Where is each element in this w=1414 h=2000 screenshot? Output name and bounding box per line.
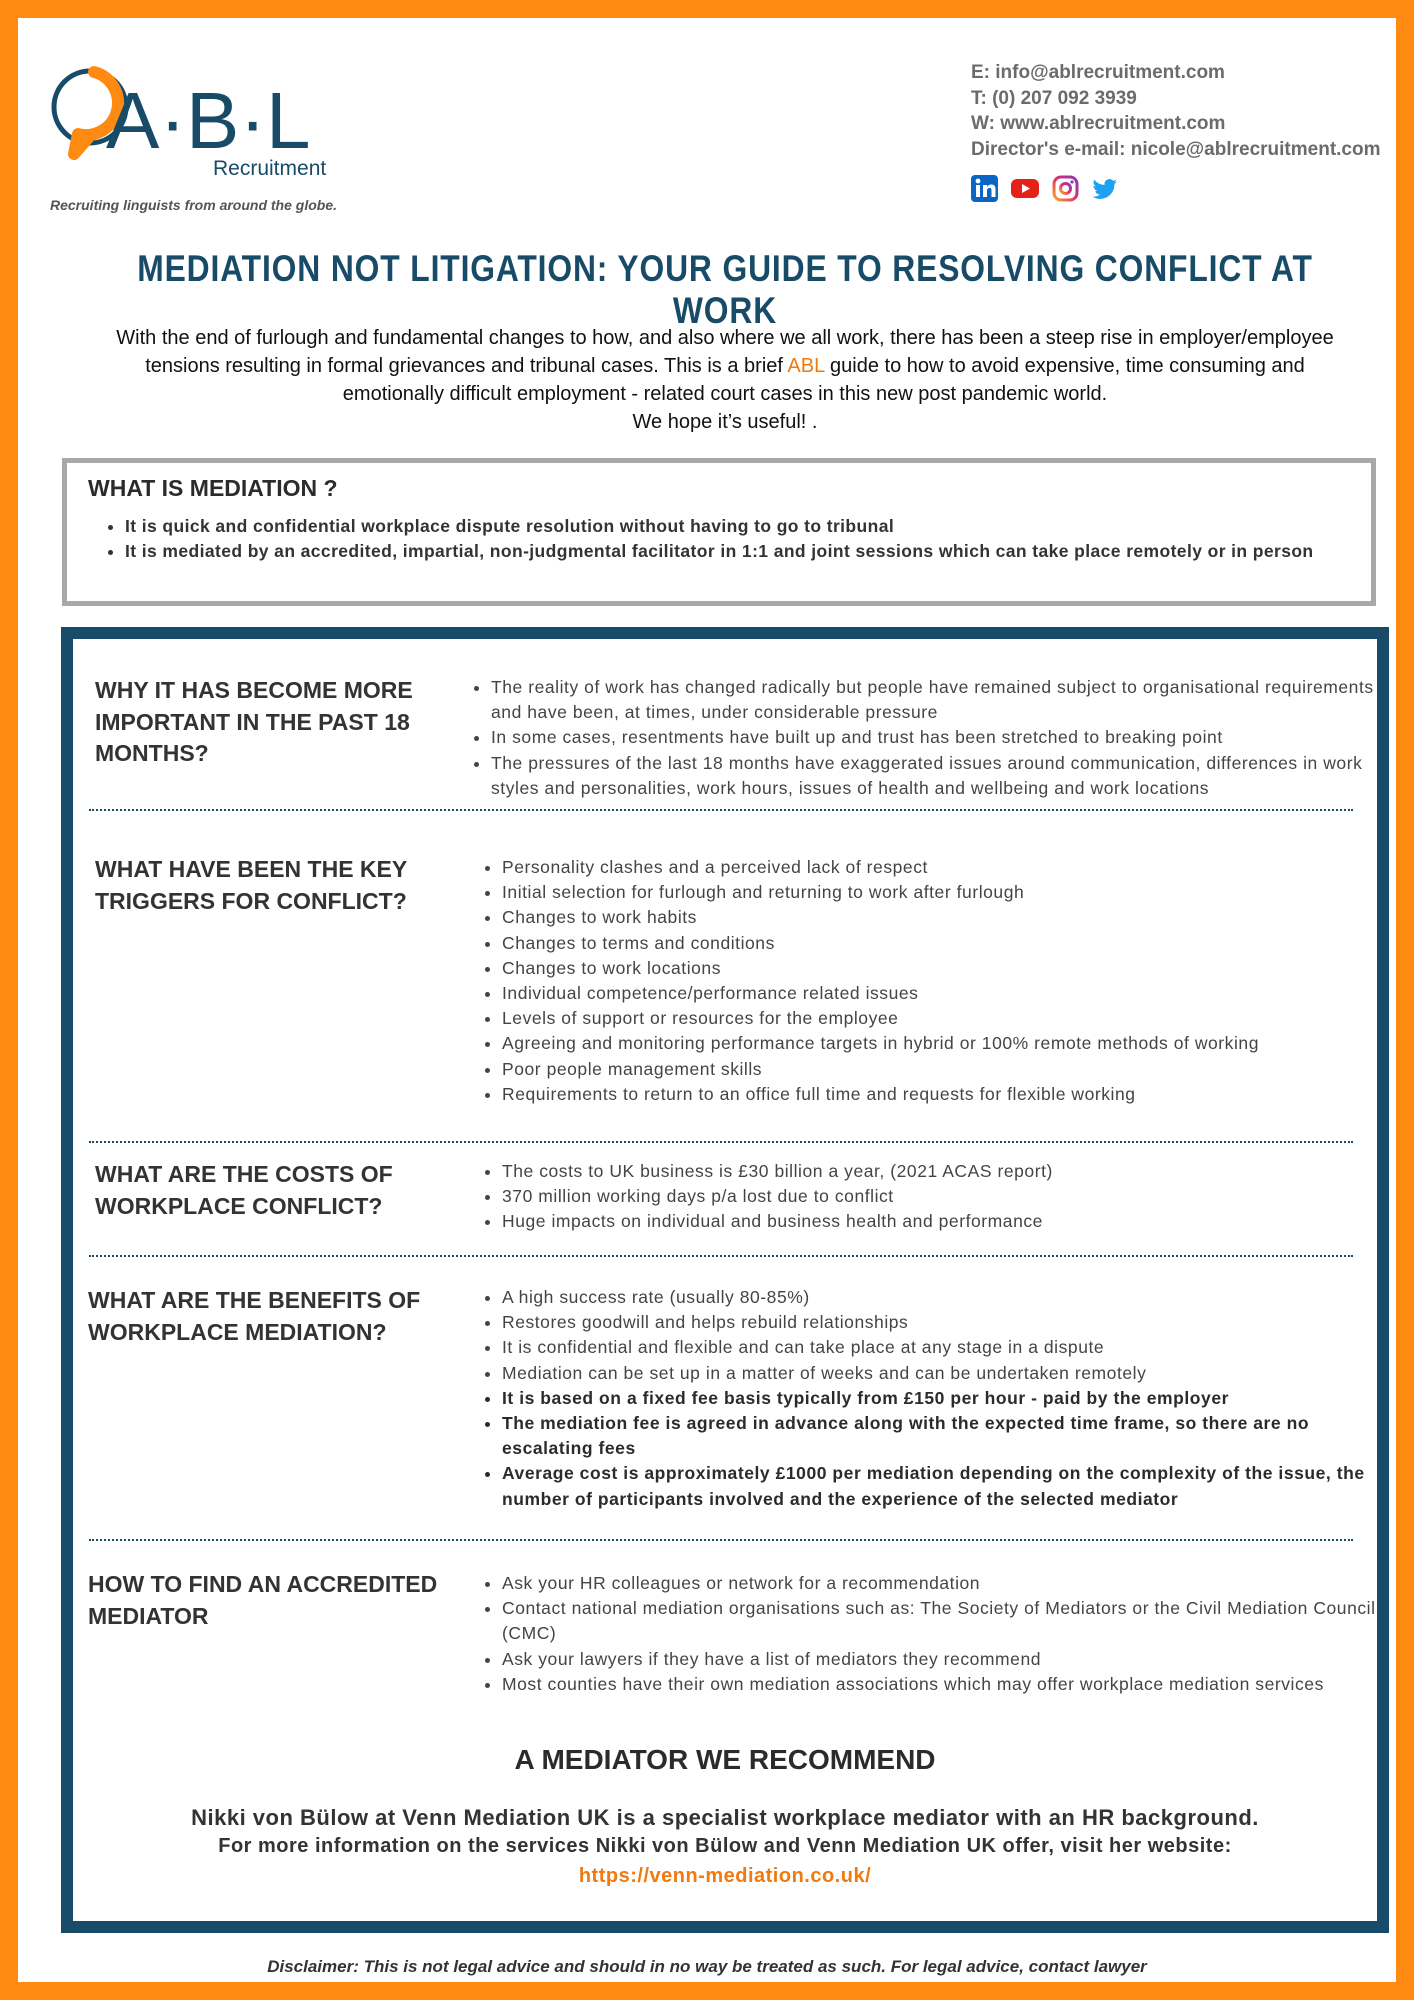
recommend-text: For more information on the services Nikki von Bülow and Venn Mediation UK offer, visit her website: (218, 1835, 1232, 1857)
intro-paragraph (88, 324, 1362, 436)
list-item: • Contact national mediation organisations such as: The Society of Mediators or the Civil Mediation Council (CMC) (502, 1596, 1382, 1646)
divider (89, 809, 1353, 811)
social-icons (971, 175, 1119, 202)
intro-text: guide to how to avoid expensive, time consuming and (830, 355, 1305, 377)
twitter-icon[interactable] (1091, 175, 1119, 202)
list-item: • The reality of work has changed radically but people have remained subject to organisational requirements and have been, at times, under considerable pressure (491, 675, 1389, 725)
list-item: • In some cases, resentments have built up and trust has been stretched to breaking point (491, 725, 1389, 750)
list-item: • The mediation fee is agreed in advance along with the expected time frame, so there are no escalating fees (502, 1411, 1390, 1461)
list-item: • Most counties have their own mediation associations which may offer workplace mediation services (502, 1672, 1382, 1697)
list-item: • Individual competence/performance related issues (502, 981, 1382, 1006)
list-item: • Levels of support or resources for the employee (502, 1006, 1382, 1031)
recommend-text: Nikki von Bülow at Venn Mediation UK is a specialist workplace mediator with an HR background. (191, 1805, 1259, 1830)
section-list (469, 675, 1389, 801)
section-list (480, 1285, 1390, 1512)
intro-line (88, 352, 1362, 380)
list-item: • It is confidential and flexible and can take place at any stage in a dispute (502, 1335, 1390, 1360)
logo-text: A·B·L (106, 76, 311, 165)
section-list (480, 1159, 1382, 1235)
list-item: • Personality clashes and a perceived lack of respect (502, 855, 1382, 880)
section-heading: WHAT ARE THE BENEFITS OF WORKPLACE MEDIATION? (88, 1287, 421, 1345)
list-item: • Huge impacts on individual and business health and performance (502, 1209, 1382, 1234)
abl-accent: ABL (787, 355, 825, 377)
logo-subtext: Recruitment (213, 157, 327, 180)
list-item: • Ask your HR colleagues or network for a recommendation (502, 1571, 1382, 1596)
list-item: • A high success rate (usually 80-85%) (502, 1285, 1390, 1310)
list-item: • 370 million working days p/a lost due to conflict (502, 1184, 1382, 1209)
divider (89, 1255, 1353, 1257)
page-title: MEDIATION NOT LITIGATION: YOUR GUIDE TO RESOLVING CONFLICT AT WORK (137, 248, 1313, 331)
section-heading: WHAT HAVE BEEN THE KEY TRIGGERS FOR CONFLICT? (95, 856, 407, 914)
contact-email[interactable]: E: info@ablrecruitment.com (971, 62, 1225, 83)
section-list (480, 1571, 1382, 1697)
intro-line: We hope it’s useful! . (632, 411, 818, 433)
mediator-website-link[interactable]: https://venn-mediation.co.uk/ (578, 1865, 872, 1887)
list-item: • It is based on a fixed fee basis typically from £150 per hour - paid by the employer (502, 1386, 1390, 1411)
intro-line: With the end of furlough and fundamental changes to how, and also where we all work, there has been a steep rise in employer/employee (116, 327, 1334, 349)
what-is-mediation-box (62, 458, 1376, 606)
contact-block (971, 60, 1381, 162)
info-panel (61, 627, 1389, 1933)
list-item: • Agreeing and monitoring performance targets in hybrid or 100% remote methods of working (502, 1031, 1382, 1056)
youtube-icon[interactable] (1010, 175, 1040, 202)
list-item: • Mediation can be set up in a matter of weeks and can be undertaken remotely (502, 1361, 1390, 1386)
divider (89, 1539, 1353, 1541)
contact-website[interactable]: W: www.ablrecruitment.com (971, 113, 1226, 134)
disclaimer: Disclaimer: This is not legal advice and should in no way be treated as such. For legal advice, contact lawyer (267, 1957, 1147, 1976)
divider (89, 1141, 1353, 1143)
list-item: • The costs to UK business is £30 billion a year, (2021 ACAS report) (502, 1159, 1382, 1184)
list-item: • Changes to work habits (502, 905, 1382, 930)
recommend-heading: A MEDIATOR WE RECOMMEND (514, 1744, 936, 1775)
section-heading: WHY IT HAS BECOME MORE IMPORTANT IN THE PAST 18 MONTHS? (95, 677, 413, 766)
instagram-icon[interactable] (1052, 175, 1079, 202)
intro-line: emotionally difficult employment - related court cases in this new post pandemic world. (342, 383, 1108, 405)
linkedin-icon[interactable] (971, 175, 998, 202)
list-item: • Changes to work locations (502, 956, 1382, 981)
abl-logo (48, 52, 348, 182)
contact-director-email[interactable]: Director's e-mail: nicole@ablrecruitment.com (971, 138, 1381, 160)
list-item: • Initial selection for furlough and returning to work after furlough (502, 880, 1382, 905)
list-item: • Restores goodwill and helps rebuild relationships (502, 1310, 1390, 1335)
list-item: • The pressures of the last 18 months have exaggerated issues around communication, differences in work styles and personalities, work hours, issues of health and wellbeing and work locations (491, 751, 1389, 801)
what-is-heading: WHAT IS MEDIATION ? (88, 475, 338, 501)
list-item: • Average cost is approximately £1000 per mediation depending on the complexity of the issue, the number of participants involved and the experience of the selected mediator (502, 1461, 1390, 1511)
what-is-list (103, 514, 1365, 564)
list-item: • It is quick and confidential workplace dispute resolution without having to go to tribunal (125, 514, 1365, 539)
section-heading: HOW TO FIND AN ACCREDITED MEDIATOR (88, 1571, 438, 1629)
section-list (480, 855, 1382, 1107)
list-item: • It is mediated by an accredited, impartial, non-judgmental facilitator in 1:1 and joint sessions which can take place remotely or in person (125, 539, 1365, 564)
list-item: • Ask your lawyers if they have a list of mediators they recommend (502, 1647, 1382, 1672)
section-heading: WHAT ARE THE COSTS OF WORKPLACE CONFLICT? (95, 1161, 393, 1219)
tagline: Recruiting linguists from around the globe. (50, 197, 338, 213)
list-item: • Requirements to return to an office full time and requests for flexible working (502, 1082, 1382, 1107)
list-item: • Changes to terms and conditions (502, 931, 1382, 956)
contact-phone[interactable]: T: (0) 207 092 3939 (971, 87, 1137, 109)
list-item: • Poor people management skills (502, 1057, 1382, 1082)
intro-text: tensions resulting in formal grievances and tribunal cases. This is a brief (145, 355, 783, 377)
